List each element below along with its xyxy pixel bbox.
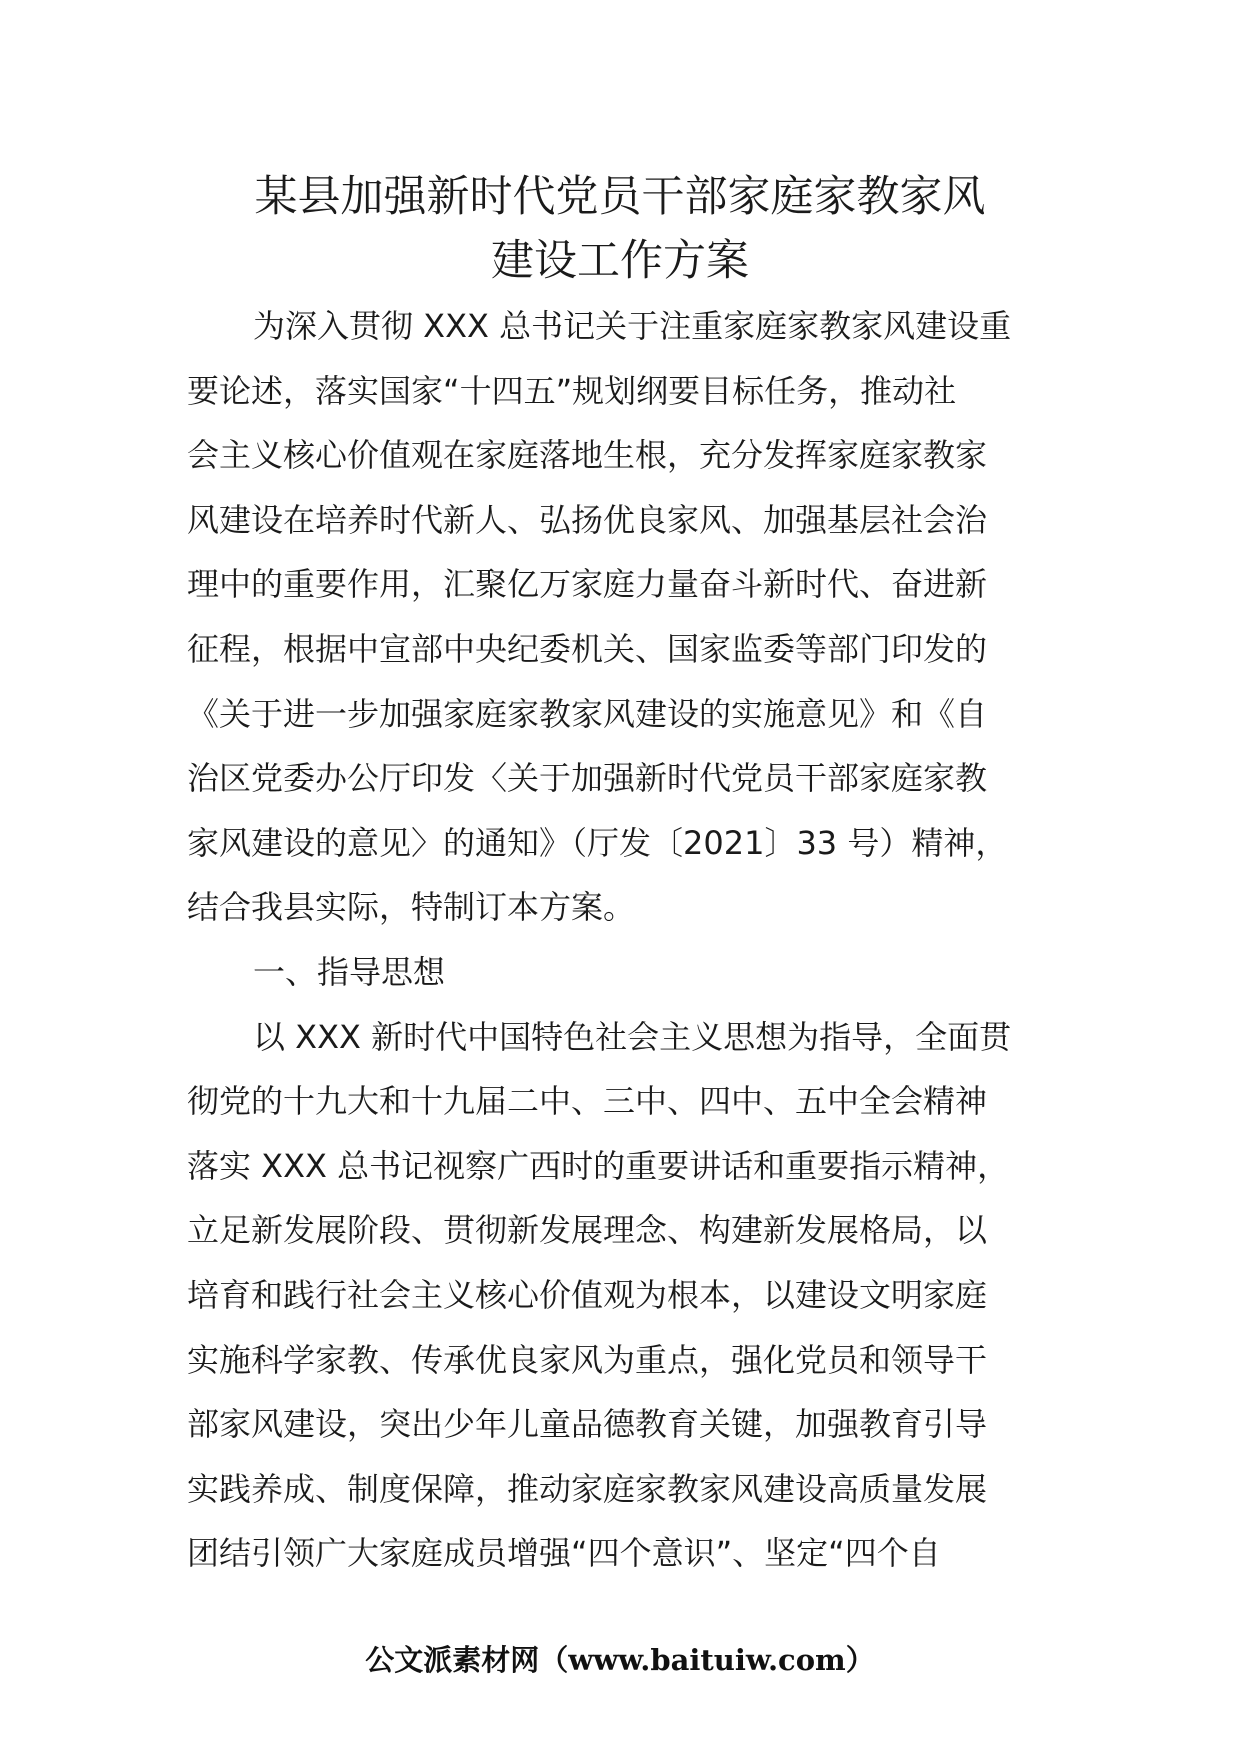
paragraph-line: 家风建设的意见〉的通知》（厅发〔2021〕33 号）精神，: [187, 823, 1008, 862]
paragraph-line: 彻党的十九大和十九届二中、三中、四中、五中全会精神: [187, 1082, 988, 1121]
paragraph-line: 培育和践行社会主义核心价值观为根本，以建设文明家庭: [187, 1275, 988, 1314]
footer-watermark: 公文派素材网（www.baituiw.com）: [365, 1643, 875, 1677]
paragraph-line: 会主义核心价值观在家庭落地生根，充分发挥家庭家教家: [187, 436, 988, 475]
paragraph-line: 以 XXX 新时代中国特色社会主义思想为指导，全面贯: [253, 1017, 1012, 1056]
paragraph-line: 立足新发展阶段、贯彻新发展理念、构建新发展格局，以: [187, 1211, 988, 1250]
paragraph-line: 治区党委办公厅印发〈关于加强新时代党员干部家庭家教: [187, 759, 988, 798]
paragraph-line: 要论述，落实国家“十四五”规划纲要目标任务，推动社: [187, 371, 957, 410]
paragraph-line: 团结引领广大家庭成员增强“四个意识”、坚定“四个自: [187, 1534, 941, 1573]
paragraph-line: 征程，根据中宣部中央纪委机关、国家监委等部门印发的: [187, 629, 988, 668]
paragraph-line: 部家风建设，突出少年儿童品德教育关键，加强教育引导: [187, 1405, 988, 1444]
paragraph-line: 理中的重要作用，汇聚亿万家庭力量奋斗新时代、奋进新: [187, 565, 988, 604]
document-title-line-2: 建设工作方案: [491, 236, 749, 286]
paragraph-line: 《关于进一步加强家庭家教家风建设的实施意见》和《自: [187, 694, 988, 733]
paragraph-line: 实践养成、制度保障，推动家庭家教家风建设高质量发展: [187, 1469, 988, 1508]
document-body: [187, 294, 1067, 1586]
paragraph-line: 落实 XXX 总书记视察广西时的重要讲话和重要指示精神，: [187, 1146, 1010, 1185]
document-title-line-1: 某县加强新时代党员干部家庭家教家风: [254, 172, 986, 222]
paragraph-line: 实施科学家教、传承优良家风为重点，强化党员和领导干: [187, 1340, 988, 1379]
paragraph-line: 结合我县实际，特制订本方案。: [187, 888, 636, 927]
section-heading: 一、指导思想: [253, 952, 446, 991]
paragraph-line: 风建设在培养时代新人、弘扬优良家风、加强基层社会治: [187, 500, 988, 539]
paragraph-line: 为深入贯彻 XXX 总书记关于注重家庭家教家风建设重: [253, 307, 1012, 345]
